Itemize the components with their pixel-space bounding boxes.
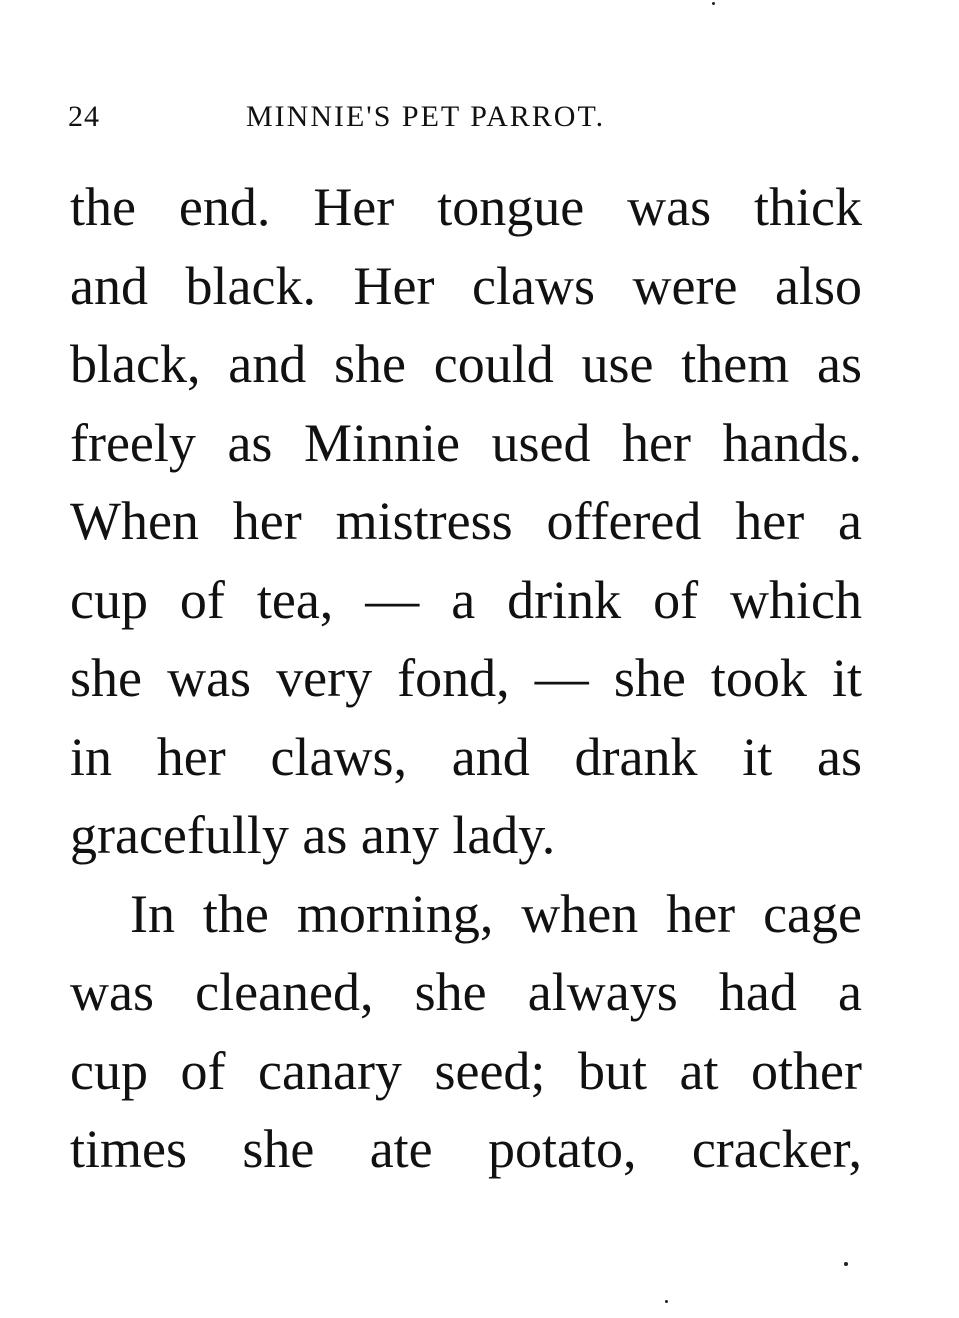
text-line: gracefully as any lady. bbox=[70, 805, 556, 865]
page-header bbox=[68, 100, 688, 140]
text-line: freely as Minnie used her hands. bbox=[70, 412, 862, 473]
text-line: she was very fond, — she took it bbox=[70, 648, 862, 708]
text-line: When her mistress offered her a bbox=[70, 491, 862, 551]
print-speck bbox=[844, 1262, 848, 1266]
page-number: 24 bbox=[68, 100, 100, 133]
body-text bbox=[70, 168, 862, 1189]
text-line: in her claws, and drank it as bbox=[70, 726, 862, 787]
print-speck bbox=[665, 1300, 668, 1303]
print-speck bbox=[712, 2, 715, 5]
text-line: black, and she could use them as bbox=[70, 334, 862, 394]
text-line: and black. Her claws were also bbox=[70, 255, 862, 316]
text-line: the end. Her tongue was thick bbox=[70, 177, 862, 237]
text-line: times she ate potato, cracker, bbox=[70, 1119, 862, 1179]
text-line: In the morning, when her cage bbox=[130, 883, 862, 944]
running-title: MINNIE'S PET PARROT. bbox=[246, 100, 606, 133]
text-line: cup of tea, — a drink of which bbox=[70, 569, 862, 630]
text-line: cup of canary seed; but at other bbox=[70, 1040, 862, 1101]
text-line: was cleaned, she always had a bbox=[70, 962, 862, 1022]
